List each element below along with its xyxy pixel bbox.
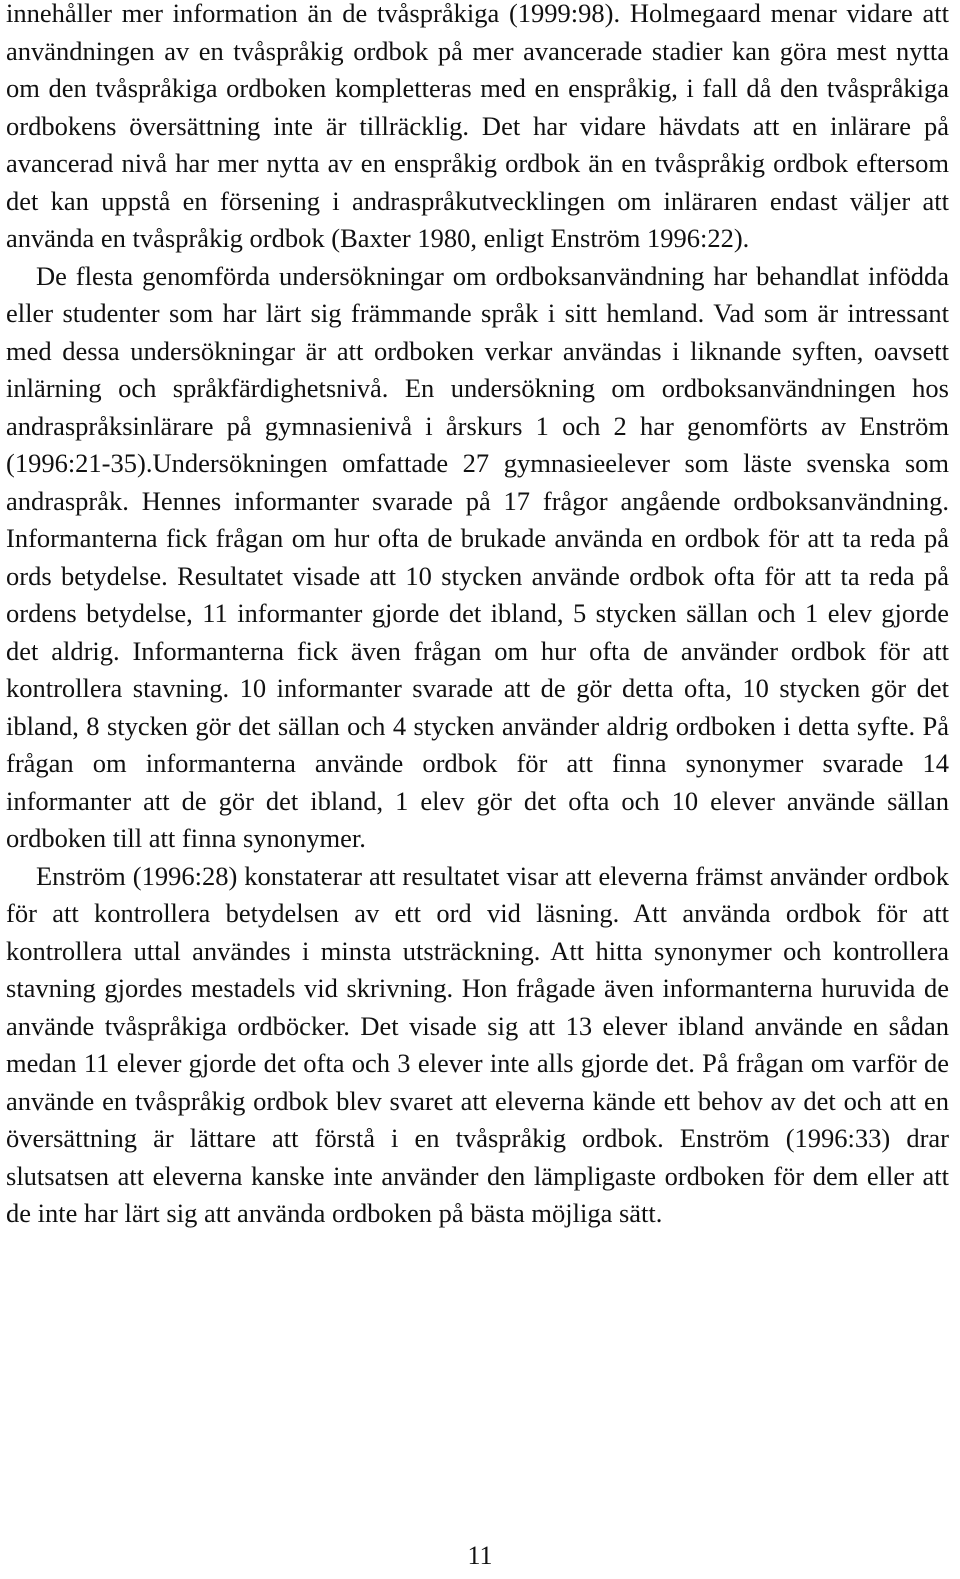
body-text [6, 0, 949, 1233]
paragraph-conclusion: Enström (1996:28) konstaterar att resultatet visar att eleverna främst använder ordbok för att kontrollera betydelsen av ett ord vid läsning. Att använda ordbok för att kontrollera uttal användes i minsta utsträckning. Att hitta synonymer och kontrollera stavning gjordes mestadels vid skrivning. Hon frågade även informanterna huruvida de använde tvåspråkiga ordböcker. Det visade sig att 13 elever ibland använde en sådan medan 11 elever gjorde det ofta och 3 elever inte alls gjorde det. På frågan om varför de använde en tvåspråkig ordbok blev svaret att eleverna kände ett behov av det och att en översättning är lättare att förstå i en tvåspråkig ordbok. Enström (1996:33) drar slutsatsen att eleverna kanske inte använder den lämpligaste ordboken för dem eller att de inte har lärt sig att använda ordboken på bästa möjliga sätt. [6, 860, 949, 1228]
paragraph-continuation: innehåller mer information än de tvåspråkiga (1999:98). Holmegaard menar vidare att användningen av en tvåspråkig ordbok på mer avancerade stadier kan göra mest nytta om den tvåspråkiga ordboken kompletteras med en enspråkig, i fall då den tvåspråkiga ordbokens översättning inte är tillräcklig. Det har vidare hävdats att en inlärare på avancerad nivå har mer nytta av en enspråkig ordbok än en tvåspråkig ordbok eftersom det kan uppstå en försening i andraspråkutvecklingen om inläraren endast väljer att använda en tvåspråkig ordbok (Baxter 1980, enligt Enström 1996:22). [6, 0, 949, 253]
paragraph-survey: De flesta genomförda undersökningar om ordboksanvändning har behandlat infödda eller studenter som har lärt sig främmande språk i sitt hemland. Vad som är intressant med dessa undersökningar är att ordboken verkar användas i liknande syften, oavsett inlärning och språkfärdighetsnivå. En undersökning om ordboksanvändningen hos andraspråksinlärare på gymnasienivå i årskurs 1 och 2 har genomförts av Enström (1996:21-35).Undersökningen omfattade 27 gymnasieelever som läste svenska som andraspråk. Hennes informanter svarade på 17 frågor angående ordboksanvändning. Informanterna fick frågan om hur ofta de brukade använda en ordbok för att ta reda på ords betydelse. Resultatet visade att 10 stycken använde ordbok ofta för att ta reda på ordens betydelse, 11 informanter gjorde det ibland, 5 stycken sällan och 1 elev gjorde det aldrig. Informanterna fick även frågan om hur ofta de använder ordbok för att kontrollera stavning. 10 informanter svarade att de gör detta ofta, 10 stycken gör det ibland, 8 stycken gör det sällan och 4 stycken använder aldrig ordboken i detta syfte. På frågan om informanterna använde ordbok för att finna synonymer svarade 14 informanter att de gör det ibland, 1 elev gör det ofta och 10 elever använde sällan ordboken till att finna synonymer. [6, 260, 949, 853]
page-number: 11 [467, 1541, 493, 1570]
